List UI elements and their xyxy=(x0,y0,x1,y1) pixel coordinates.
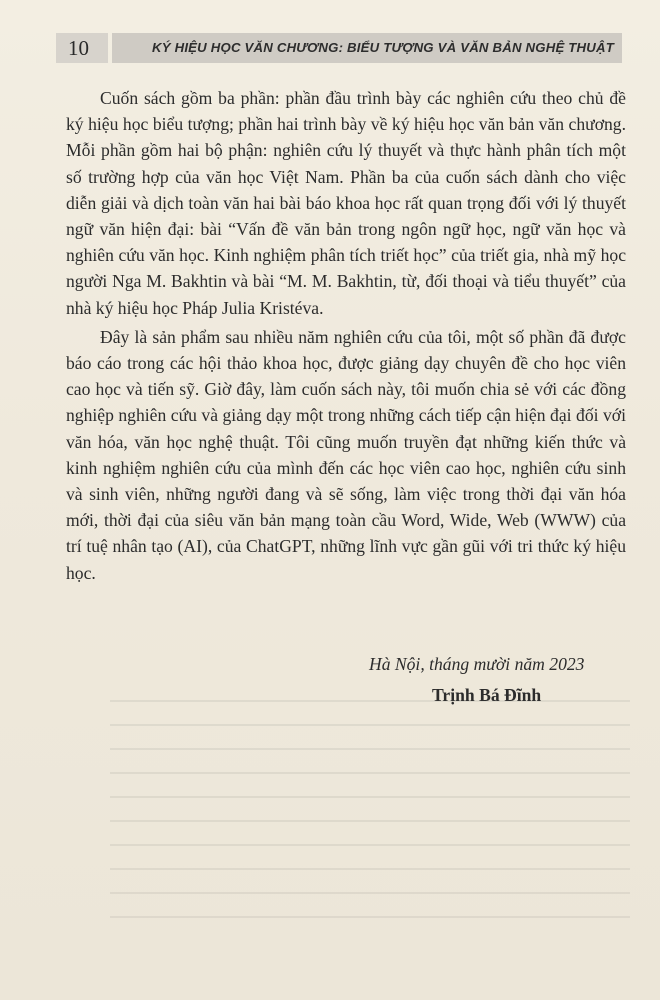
author-name: Trịnh Bá Đĩnh xyxy=(432,685,542,705)
show-through-text xyxy=(110,700,630,960)
page-header xyxy=(56,33,622,63)
paragraph-2: Đây là sản phẩm sau nhiều năm nghiên cứu của tôi, một số phần đã được báo cáo trong các hội thảo khoa học, được giảng dạy chuyên đề cho học viên cao học và tiến sỹ. Giờ đây, làm cuốn sách này, tôi muốn chia sẻ với các đồng nghiệp nghiên cứu và giảng dạy một trong những cách tiếp cận hiện đại đối với văn hóa, văn học nghệ thuật. Tôi cũng muốn truyền đạt những kiến thức và kinh nghiệm nghiên cứu của mình đến các học viên cao học, nghiên cứu sinh và sinh viên, những người đang và sẽ sống, làm việc trong thời đại văn hóa mới, thời đại của siêu văn bản mạng toàn cầu Word, Wide, Web (WWW) của trí tuệ nhân tạo (AI), của ChatGPT, những lĩnh vực gần gũi với tri thức ký hiệu học. xyxy=(66,326,626,583)
running-header-bar xyxy=(112,33,622,63)
signoff-place-date: Hà Nội, tháng mười năm 2023 xyxy=(369,654,585,674)
page-number: 10 xyxy=(56,33,108,63)
running-title: KÝ HIỆU HỌC VĂN CHƯƠNG: BIỂU TƯỢNG VÀ VĂN BẢN NGHỆ THUẬT xyxy=(152,40,614,55)
paragraph-1: Cuốn sách gồm ba phần: phần đầu trình bày các nghiên cứu theo chủ đề ký hiệu học biểu tượng; phần hai trình bày về ký hiệu học văn bản văn chương. Mỗi phần gồm hai bộ phận: nghiên cứu lý thuyết và thực hành phân tích một số trường hợp của văn học Việt Nam. Phần ba của cuốn sách dành cho việc diễn giải và dịch toàn văn hai bài báo khoa học rất quan trọng đối với lý thuyết ngữ văn hiện đại: bài “Vấn đề văn bản trong ngôn ngữ học, ngữ văn học và nghiên cứu văn học. Kinh nghiệm phân tích triết học” của triết gia, nhà mỹ học người Nga M. Bakhtin và bài “M. M. Bakhtin, từ, đối thoại và tiểu thuyết” của nhà ký hiệu học Pháp Julia Kristéva. xyxy=(66,88,626,318)
body-text xyxy=(66,85,626,586)
